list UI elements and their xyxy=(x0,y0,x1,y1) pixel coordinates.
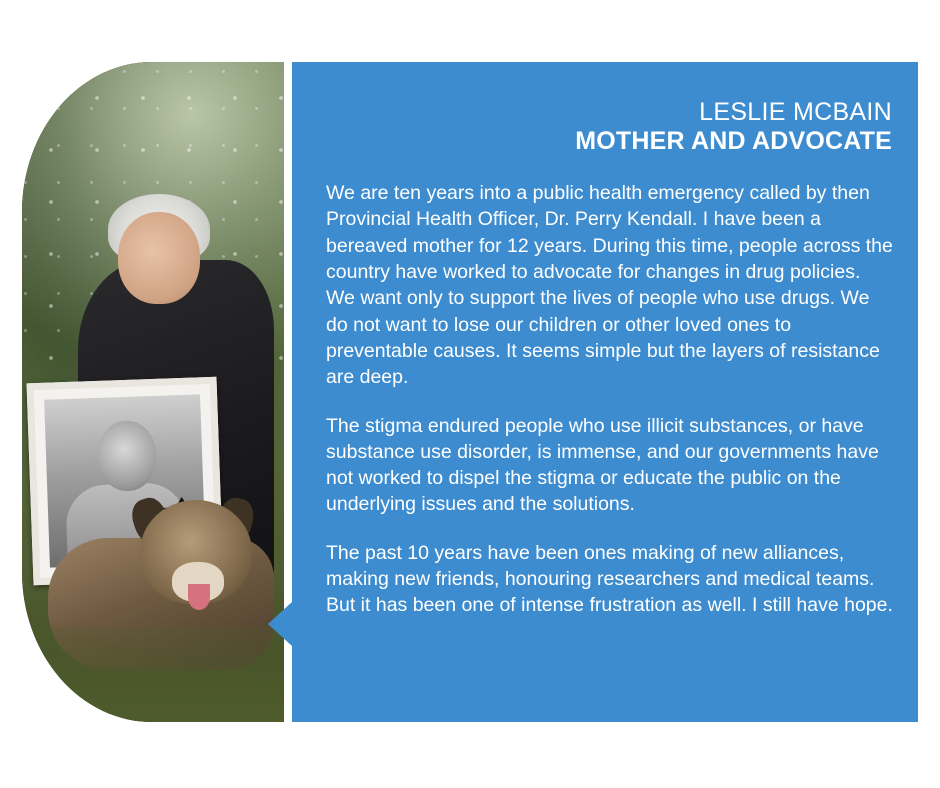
quote-paragraph: The past 10 years have been ones making of new alliances, making new friends, honouring researchers and medical teams. But it has been one of intense frustration as well. I still have hope. xyxy=(326,541,893,617)
speaker-role: MOTHER AND ADVOCATE xyxy=(575,126,892,155)
speech-pointer xyxy=(268,602,292,646)
photo-panel xyxy=(22,62,284,722)
attribution xyxy=(575,98,892,156)
portrait-head xyxy=(97,419,157,491)
quote-text xyxy=(326,180,894,619)
speaker-name: LESLIE MCBAIN xyxy=(699,98,892,126)
woman-face xyxy=(118,212,200,304)
dog-tongue xyxy=(188,584,210,610)
photograph xyxy=(22,62,284,722)
quote-paragraph: We are ten years into a public health emergency called by then Provincial Health Officer, Dr. Perry Kendall. I have been a bereaved mother for 12 years. During this time, people across the country have worked to advocate for changes in drug policies. We want only to support the lives of people who use drugs. We do not want to lose our children or other loved ones to preventable causes. It seems simple but the layers of resistance are deep. xyxy=(326,182,893,389)
grass-foreground xyxy=(22,626,284,722)
quote-panel xyxy=(292,62,918,722)
quote-paragraph: The stigma endured people who use illicit substances, or have substance use disorder, is immense, and our governments have not worked to dispel the stigma or educate the public on the underlying issues and the solutions. xyxy=(326,414,879,516)
